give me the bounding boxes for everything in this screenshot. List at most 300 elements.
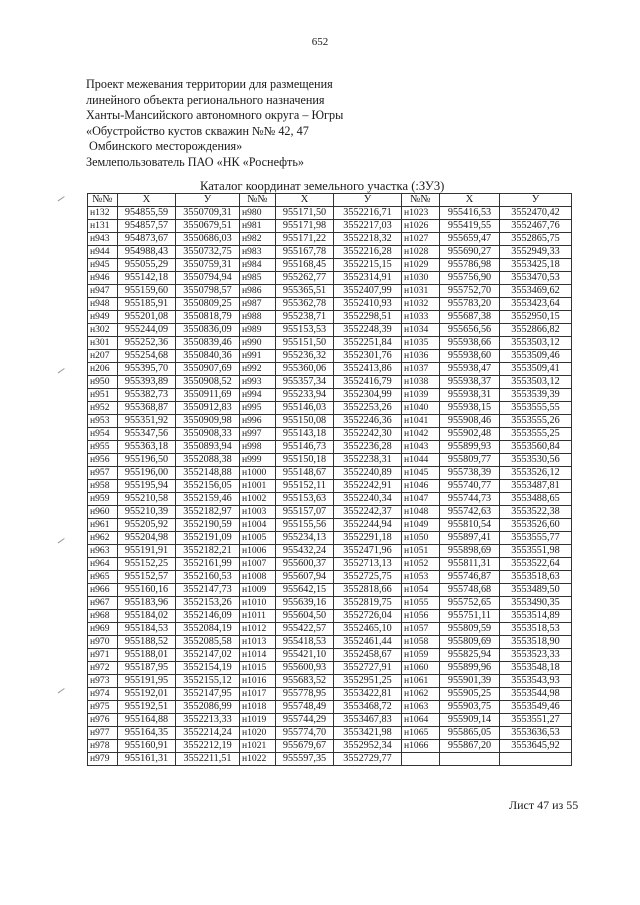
y-coordinate-cell: 3552148,88 bbox=[176, 467, 240, 480]
point-id-cell: н964 bbox=[88, 558, 118, 571]
point-id-cell: н1010 bbox=[240, 597, 276, 610]
x-coordinate-cell: 955157,07 bbox=[276, 506, 334, 519]
point-id-cell: н1009 bbox=[240, 584, 276, 597]
point-id-cell: н302 bbox=[88, 324, 118, 337]
y-coordinate-cell: 3550679,51 bbox=[176, 220, 240, 233]
x-coordinate-cell: 955204,98 bbox=[118, 532, 176, 545]
y-coordinate-cell: 3553514,89 bbox=[500, 610, 572, 623]
x-coordinate-cell: 955153,63 bbox=[276, 493, 334, 506]
point-id-cell: н973 bbox=[88, 675, 118, 688]
x-coordinate-cell: 955187,95 bbox=[118, 662, 176, 675]
x-coordinate-cell: 955150,18 bbox=[276, 454, 334, 467]
table-row bbox=[88, 584, 572, 597]
y-coordinate-cell: 3552161,99 bbox=[176, 558, 240, 571]
point-id-cell: н983 bbox=[240, 246, 276, 259]
x-coordinate-cell: 955153,53 bbox=[276, 324, 334, 337]
table-row bbox=[88, 233, 572, 246]
x-coordinate-cell: 955210,58 bbox=[118, 493, 176, 506]
point-id-cell: н1003 bbox=[240, 506, 276, 519]
y-coordinate-cell: 3550794,94 bbox=[176, 272, 240, 285]
x-coordinate-cell: 955811,31 bbox=[440, 558, 500, 571]
point-id-cell: н1027 bbox=[402, 233, 440, 246]
table-body bbox=[88, 207, 572, 766]
point-id-cell: н960 bbox=[88, 506, 118, 519]
table-row bbox=[88, 454, 572, 467]
y-coordinate-cell: 3552251,84 bbox=[334, 337, 402, 350]
x-coordinate-cell: 955244,09 bbox=[118, 324, 176, 337]
y-coordinate-cell: 3553503,12 bbox=[500, 376, 572, 389]
x-coordinate-cell: 955161,31 bbox=[118, 753, 176, 766]
x-coordinate-cell: 955055,29 bbox=[118, 259, 176, 272]
x-coordinate-cell: 955740,77 bbox=[440, 480, 500, 493]
point-id-cell: н1006 bbox=[240, 545, 276, 558]
x-coordinate-cell: 955183,96 bbox=[118, 597, 176, 610]
x-coordinate-cell: 955368,87 bbox=[118, 402, 176, 415]
y-coordinate-cell: 3550893,94 bbox=[176, 441, 240, 454]
point-id-cell: н976 bbox=[88, 714, 118, 727]
point-id-cell: н1039 bbox=[402, 389, 440, 402]
page-edge-mark bbox=[58, 368, 67, 376]
column-header-point: №№ bbox=[88, 194, 118, 207]
point-id-cell: н1066 bbox=[402, 740, 440, 753]
table-row bbox=[88, 220, 572, 233]
table-header-row bbox=[88, 194, 572, 207]
y-coordinate-cell: 3552951,25 bbox=[334, 675, 402, 688]
table-row bbox=[88, 246, 572, 259]
x-coordinate-cell: 955421,10 bbox=[276, 649, 334, 662]
x-coordinate-cell: 955690,27 bbox=[440, 246, 500, 259]
x-coordinate-cell: 955210,39 bbox=[118, 506, 176, 519]
x-coordinate-cell: 955188,01 bbox=[118, 649, 176, 662]
x-coordinate-cell: 955418,53 bbox=[276, 636, 334, 649]
table-row bbox=[88, 467, 572, 480]
document-header bbox=[86, 77, 566, 171]
point-id-cell: н969 bbox=[88, 623, 118, 636]
point-id-cell: н131 bbox=[88, 220, 118, 233]
y-coordinate-cell: 3552147,73 bbox=[176, 584, 240, 597]
x-coordinate-cell: 955809,77 bbox=[440, 454, 500, 467]
x-coordinate-cell: 955897,41 bbox=[440, 532, 500, 545]
x-coordinate-cell: 955867,20 bbox=[440, 740, 500, 753]
y-coordinate-cell: 3552467,76 bbox=[500, 220, 572, 233]
x-coordinate-cell: 955238,71 bbox=[276, 311, 334, 324]
x-coordinate-cell: 955365,51 bbox=[276, 285, 334, 298]
point-id-cell: н998 bbox=[240, 441, 276, 454]
table-row bbox=[88, 636, 572, 649]
y-coordinate-cell: 3550709,31 bbox=[176, 207, 240, 220]
point-id-cell: н1037 bbox=[402, 363, 440, 376]
x-coordinate-cell: 955142,18 bbox=[118, 272, 176, 285]
point-id-cell: н1030 bbox=[402, 272, 440, 285]
point-id-cell: н1023 bbox=[402, 207, 440, 220]
y-coordinate-cell: 3552191,09 bbox=[176, 532, 240, 545]
point-id-cell: н1059 bbox=[402, 649, 440, 662]
point-id-cell: н997 bbox=[240, 428, 276, 441]
x-coordinate-cell: 955639,16 bbox=[276, 597, 334, 610]
y-coordinate-cell: 3553518,63 bbox=[500, 571, 572, 584]
point-id-cell: н996 bbox=[240, 415, 276, 428]
y-coordinate-cell: 3550818,79 bbox=[176, 311, 240, 324]
y-coordinate-cell: 3552471,96 bbox=[334, 545, 402, 558]
point-id-cell: н1004 bbox=[240, 519, 276, 532]
x-coordinate-cell: 955909,14 bbox=[440, 714, 500, 727]
x-coordinate-cell: 955783,20 bbox=[440, 298, 500, 311]
table-row bbox=[88, 428, 572, 441]
table-row bbox=[88, 298, 572, 311]
y-coordinate-cell: 3553645,92 bbox=[500, 740, 572, 753]
y-coordinate-cell: 3552215,15 bbox=[334, 259, 402, 272]
y-coordinate-cell: 3552298,51 bbox=[334, 311, 402, 324]
point-id-cell: н1061 bbox=[402, 675, 440, 688]
x-coordinate-cell: 955393,89 bbox=[118, 376, 176, 389]
y-coordinate-cell: 3552236,28 bbox=[334, 441, 402, 454]
x-coordinate-cell: 955167,78 bbox=[276, 246, 334, 259]
point-id-cell: н1055 bbox=[402, 597, 440, 610]
point-id-cell: н957 bbox=[88, 467, 118, 480]
point-id-cell: н951 bbox=[88, 389, 118, 402]
point-id-cell: н1047 bbox=[402, 493, 440, 506]
x-coordinate-cell: 955382,73 bbox=[118, 389, 176, 402]
point-id-cell: н1041 bbox=[402, 415, 440, 428]
y-coordinate-cell: 3550909,98 bbox=[176, 415, 240, 428]
y-coordinate-cell: 3552727,91 bbox=[334, 662, 402, 675]
point-id-cell: н1053 bbox=[402, 571, 440, 584]
table-row bbox=[88, 753, 572, 766]
column-header-point: №№ bbox=[402, 194, 440, 207]
table-row bbox=[88, 415, 572, 428]
point-id-cell: н947 bbox=[88, 285, 118, 298]
y-coordinate-cell: 3553551,98 bbox=[500, 545, 572, 558]
y-coordinate-cell: 3553544,98 bbox=[500, 688, 572, 701]
table-row bbox=[88, 675, 572, 688]
x-coordinate-cell: 955201,08 bbox=[118, 311, 176, 324]
x-coordinate-cell: 955196,50 bbox=[118, 454, 176, 467]
y-coordinate-cell: 3552240,89 bbox=[334, 467, 402, 480]
x-coordinate-cell: 955903,75 bbox=[440, 701, 500, 714]
x-coordinate-cell: 955152,11 bbox=[276, 480, 334, 493]
y-coordinate-cell: 3553555,25 bbox=[500, 428, 572, 441]
point-id-cell: н1008 bbox=[240, 571, 276, 584]
table-row bbox=[88, 441, 572, 454]
y-coordinate-cell: 3553488,65 bbox=[500, 493, 572, 506]
x-coordinate-cell: 955938,31 bbox=[440, 389, 500, 402]
x-coordinate-cell: 955656,56 bbox=[440, 324, 500, 337]
y-coordinate-cell: 3552156,05 bbox=[176, 480, 240, 493]
point-id-cell: н978 bbox=[88, 740, 118, 753]
x-coordinate-cell: 955234,13 bbox=[276, 532, 334, 545]
point-id-cell: н987 bbox=[240, 298, 276, 311]
x-coordinate-cell: 954873,67 bbox=[118, 233, 176, 246]
x-coordinate-cell: 955184,02 bbox=[118, 610, 176, 623]
point-id-cell: н1043 bbox=[402, 441, 440, 454]
x-coordinate-cell: 955188,52 bbox=[118, 636, 176, 649]
y-coordinate-cell: 3552218,32 bbox=[334, 233, 402, 246]
table-row bbox=[88, 402, 572, 415]
point-id-cell: н1026 bbox=[402, 220, 440, 233]
y-coordinate-cell: 3552416,79 bbox=[334, 376, 402, 389]
point-id-cell: н1057 bbox=[402, 623, 440, 636]
x-coordinate-cell: 955902,48 bbox=[440, 428, 500, 441]
x-coordinate-cell: 955809,69 bbox=[440, 636, 500, 649]
x-coordinate-cell: 955687,38 bbox=[440, 311, 500, 324]
x-coordinate-cell: 955752,70 bbox=[440, 285, 500, 298]
table-row bbox=[88, 272, 572, 285]
point-id-cell: н1052 bbox=[402, 558, 440, 571]
point-id-cell: н1060 bbox=[402, 662, 440, 675]
point-id-cell: н1046 bbox=[402, 480, 440, 493]
y-coordinate-cell: 3552213,33 bbox=[176, 714, 240, 727]
x-coordinate-cell: 955744,73 bbox=[440, 493, 500, 506]
table-row bbox=[88, 532, 572, 545]
point-id-cell: н132 bbox=[88, 207, 118, 220]
y-coordinate-cell: 3552182,21 bbox=[176, 545, 240, 558]
point-id-cell: н1040 bbox=[402, 402, 440, 415]
x-coordinate-cell: 955192,01 bbox=[118, 688, 176, 701]
y-coordinate-cell: 3553421,98 bbox=[334, 727, 402, 740]
point-id-cell: н986 bbox=[240, 285, 276, 298]
x-coordinate-cell: 955679,67 bbox=[276, 740, 334, 753]
x-coordinate-cell: 955151,50 bbox=[276, 337, 334, 350]
y-coordinate-cell: 3552248,39 bbox=[334, 324, 402, 337]
x-coordinate-cell: 955748,68 bbox=[440, 584, 500, 597]
y-coordinate-cell: 3553526,12 bbox=[500, 467, 572, 480]
point-id-cell: н955 bbox=[88, 441, 118, 454]
point-id-cell: н1054 bbox=[402, 584, 440, 597]
point-id-cell: н953 bbox=[88, 415, 118, 428]
y-coordinate-cell: 3552865,75 bbox=[500, 233, 572, 246]
y-coordinate-cell: 3553555,26 bbox=[500, 415, 572, 428]
y-coordinate-cell: 3552304,99 bbox=[334, 389, 402, 402]
point-id-cell: н946 bbox=[88, 272, 118, 285]
y-coordinate-cell: 3553425,18 bbox=[500, 259, 572, 272]
y-coordinate-cell: 3553423,64 bbox=[500, 298, 572, 311]
y-coordinate-cell: 3552713,13 bbox=[334, 558, 402, 571]
header-line: Омбинского месторождения» bbox=[86, 139, 243, 154]
point-id-cell: н1000 bbox=[240, 467, 276, 480]
y-coordinate-cell: 3553489,50 bbox=[500, 584, 572, 597]
y-coordinate-cell: 3552866,82 bbox=[500, 324, 572, 337]
table-row bbox=[88, 337, 572, 350]
y-coordinate-cell: 3550912,83 bbox=[176, 402, 240, 415]
x-coordinate-cell: 954857,57 bbox=[118, 220, 176, 233]
x-coordinate-cell: 955905,25 bbox=[440, 688, 500, 701]
x-coordinate-cell: 955146,03 bbox=[276, 402, 334, 415]
x-coordinate-cell: 955938,66 bbox=[440, 337, 500, 350]
point-id-cell: н1032 bbox=[402, 298, 440, 311]
y-coordinate-cell: 3550840,36 bbox=[176, 350, 240, 363]
y-coordinate-cell: 3553555,55 bbox=[500, 402, 572, 415]
y-coordinate-cell: 3552410,93 bbox=[334, 298, 402, 311]
y-coordinate-cell: 3553523,33 bbox=[500, 649, 572, 662]
point-id-cell: н972 bbox=[88, 662, 118, 675]
point-id-cell: н1038 bbox=[402, 376, 440, 389]
y-coordinate-cell: 3552154,19 bbox=[176, 662, 240, 675]
x-coordinate-cell: 955600,93 bbox=[276, 662, 334, 675]
y-coordinate-cell: 3552190,59 bbox=[176, 519, 240, 532]
x-coordinate-cell: 955196,00 bbox=[118, 467, 176, 480]
y-coordinate-cell: 3553487,81 bbox=[500, 480, 572, 493]
point-id-cell: н1049 bbox=[402, 519, 440, 532]
point-id-cell: н1005 bbox=[240, 532, 276, 545]
x-coordinate-cell: 955347,56 bbox=[118, 428, 176, 441]
point-id-cell: н1014 bbox=[240, 649, 276, 662]
y-coordinate-cell: 3550759,31 bbox=[176, 259, 240, 272]
x-coordinate-cell: 955395,70 bbox=[118, 363, 176, 376]
point-id-cell: н1051 bbox=[402, 545, 440, 558]
point-id-cell: н1045 bbox=[402, 467, 440, 480]
y-coordinate-cell: 3552246,36 bbox=[334, 415, 402, 428]
point-id-cell: н1028 bbox=[402, 246, 440, 259]
y-coordinate-cell: 3552155,12 bbox=[176, 675, 240, 688]
x-coordinate-cell: 955752,65 bbox=[440, 597, 500, 610]
point-id-cell: н207 bbox=[88, 350, 118, 363]
y-coordinate-cell: 3550732,75 bbox=[176, 246, 240, 259]
point-id-cell: н1018 bbox=[240, 701, 276, 714]
y-coordinate-cell: 3553522,64 bbox=[500, 558, 572, 571]
header-line: «Обустройство кустов скважин №№ 42, 47 bbox=[86, 123, 309, 138]
point-id-cell: н1062 bbox=[402, 688, 440, 701]
x-coordinate-cell: 955422,57 bbox=[276, 623, 334, 636]
point-id-cell: н949 bbox=[88, 311, 118, 324]
y-coordinate-cell: 3552458,67 bbox=[334, 649, 402, 662]
point-id-cell: н1013 bbox=[240, 636, 276, 649]
y-coordinate-cell: 3553549,46 bbox=[500, 701, 572, 714]
column-header-y: У bbox=[334, 194, 402, 207]
x-coordinate-cell: 955233,94 bbox=[276, 389, 334, 402]
y-coordinate-cell: 3552240,34 bbox=[334, 493, 402, 506]
point-id-cell: н1029 bbox=[402, 259, 440, 272]
y-coordinate-cell: 3550798,57 bbox=[176, 285, 240, 298]
x-coordinate-cell: 955184,53 bbox=[118, 623, 176, 636]
point-id-cell: н1064 bbox=[402, 714, 440, 727]
y-coordinate-cell: 3552214,24 bbox=[176, 727, 240, 740]
table-row bbox=[88, 740, 572, 753]
x-coordinate-cell: 955363,18 bbox=[118, 441, 176, 454]
table-row bbox=[88, 480, 572, 493]
point-id-cell: н984 bbox=[240, 259, 276, 272]
x-coordinate-cell: 955746,87 bbox=[440, 571, 500, 584]
point-id-cell: н961 bbox=[88, 519, 118, 532]
y-coordinate-cell: 3550839,46 bbox=[176, 337, 240, 350]
y-coordinate-cell: 3552238,31 bbox=[334, 454, 402, 467]
point-id-cell: н1048 bbox=[402, 506, 440, 519]
point-id-cell: н1042 bbox=[402, 428, 440, 441]
x-coordinate-cell: 955901,39 bbox=[440, 675, 500, 688]
point-id-cell: н993 bbox=[240, 376, 276, 389]
point-id-cell: н974 bbox=[88, 688, 118, 701]
point-id-cell: н1031 bbox=[402, 285, 440, 298]
y-coordinate-cell: 3553518,53 bbox=[500, 623, 572, 636]
table-row bbox=[88, 727, 572, 740]
y-coordinate-cell: 3553509,46 bbox=[500, 350, 572, 363]
point-id-cell: н1033 bbox=[402, 311, 440, 324]
y-coordinate-cell: 3552086,99 bbox=[176, 701, 240, 714]
point-id-cell: н990 bbox=[240, 337, 276, 350]
table-row bbox=[88, 649, 572, 662]
table-row bbox=[88, 493, 572, 506]
x-coordinate-cell: 955160,91 bbox=[118, 740, 176, 753]
table-row bbox=[88, 311, 572, 324]
x-coordinate-cell: 955742,63 bbox=[440, 506, 500, 519]
y-coordinate-cell: 3550911,69 bbox=[176, 389, 240, 402]
x-coordinate-cell: 955683,52 bbox=[276, 675, 334, 688]
x-coordinate-cell: 955262,77 bbox=[276, 272, 334, 285]
header-line: Проект межевания территории для размещения bbox=[86, 77, 333, 91]
y-coordinate-cell: 3552182,97 bbox=[176, 506, 240, 519]
table-row bbox=[88, 363, 572, 376]
x-coordinate-cell: 955143,18 bbox=[276, 428, 334, 441]
point-id-cell: н991 bbox=[240, 350, 276, 363]
point-id-cell: н959 bbox=[88, 493, 118, 506]
x-coordinate-cell: 955899,93 bbox=[440, 441, 500, 454]
y-coordinate-cell: 3552088,38 bbox=[176, 454, 240, 467]
point-id-cell: н948 bbox=[88, 298, 118, 311]
y-coordinate-cell: 3552211,51 bbox=[176, 753, 240, 766]
page-edge-mark bbox=[58, 196, 67, 204]
y-coordinate-cell: 3553509,41 bbox=[500, 363, 572, 376]
x-coordinate-cell: 955185,91 bbox=[118, 298, 176, 311]
x-coordinate-cell: 955150,08 bbox=[276, 415, 334, 428]
catalog-title: Каталог координат земельного участка (:ЗУ3) bbox=[200, 179, 445, 193]
x-coordinate-cell: 955865,05 bbox=[440, 727, 500, 740]
header-line: Землепользователь ПАО «НК «Роснефть» bbox=[86, 154, 305, 169]
y-coordinate-cell: 3553530,56 bbox=[500, 454, 572, 467]
y-coordinate-cell: 3552291,18 bbox=[334, 532, 402, 545]
point-id-cell: н1034 bbox=[402, 324, 440, 337]
point-id-cell: н1044 bbox=[402, 454, 440, 467]
x-coordinate-cell: 955597,35 bbox=[276, 753, 334, 766]
point-id-cell: н963 bbox=[88, 545, 118, 558]
x-coordinate-cell: 954855,59 bbox=[118, 207, 176, 220]
table-row bbox=[88, 662, 572, 675]
y-coordinate-cell: 3552217,03 bbox=[334, 220, 402, 233]
x-coordinate-cell: 955938,15 bbox=[440, 402, 500, 415]
y-coordinate-cell: 3550686,03 bbox=[176, 233, 240, 246]
y-coordinate-cell: 3552084,19 bbox=[176, 623, 240, 636]
point-id-cell: н1063 bbox=[402, 701, 440, 714]
sheet-number: Лист 47 из 55 bbox=[509, 798, 579, 812]
x-coordinate-cell: 955908,46 bbox=[440, 415, 500, 428]
x-coordinate-cell: 955152,25 bbox=[118, 558, 176, 571]
x-coordinate-cell: 955899,96 bbox=[440, 662, 500, 675]
point-id-cell: н1001 bbox=[240, 480, 276, 493]
y-coordinate-cell: 3552461,44 bbox=[334, 636, 402, 649]
table-row bbox=[88, 519, 572, 532]
y-coordinate-cell: 3553518,90 bbox=[500, 636, 572, 649]
y-coordinate-cell: 3552470,42 bbox=[500, 207, 572, 220]
point-id-cell: н970 bbox=[88, 636, 118, 649]
point-id-cell: н980 bbox=[240, 207, 276, 220]
x-coordinate-cell: 954988,43 bbox=[118, 246, 176, 259]
x-coordinate-cell bbox=[440, 753, 500, 766]
x-coordinate-cell: 955774,70 bbox=[276, 727, 334, 740]
y-coordinate-cell: 3552146,09 bbox=[176, 610, 240, 623]
y-coordinate-cell: 3553551,27 bbox=[500, 714, 572, 727]
y-coordinate-cell: 3552242,30 bbox=[334, 428, 402, 441]
x-coordinate-cell: 955164,88 bbox=[118, 714, 176, 727]
table-row bbox=[88, 597, 572, 610]
x-coordinate-cell: 955659,47 bbox=[440, 233, 500, 246]
x-coordinate-cell: 955756,90 bbox=[440, 272, 500, 285]
point-id-cell: н1019 bbox=[240, 714, 276, 727]
table-row bbox=[88, 389, 572, 402]
y-coordinate-cell: 3550907,69 bbox=[176, 363, 240, 376]
y-coordinate-cell bbox=[500, 753, 572, 766]
y-coordinate-cell: 3552153,26 bbox=[176, 597, 240, 610]
x-coordinate-cell: 955252,36 bbox=[118, 337, 176, 350]
point-id-cell: н975 bbox=[88, 701, 118, 714]
table-row bbox=[88, 558, 572, 571]
